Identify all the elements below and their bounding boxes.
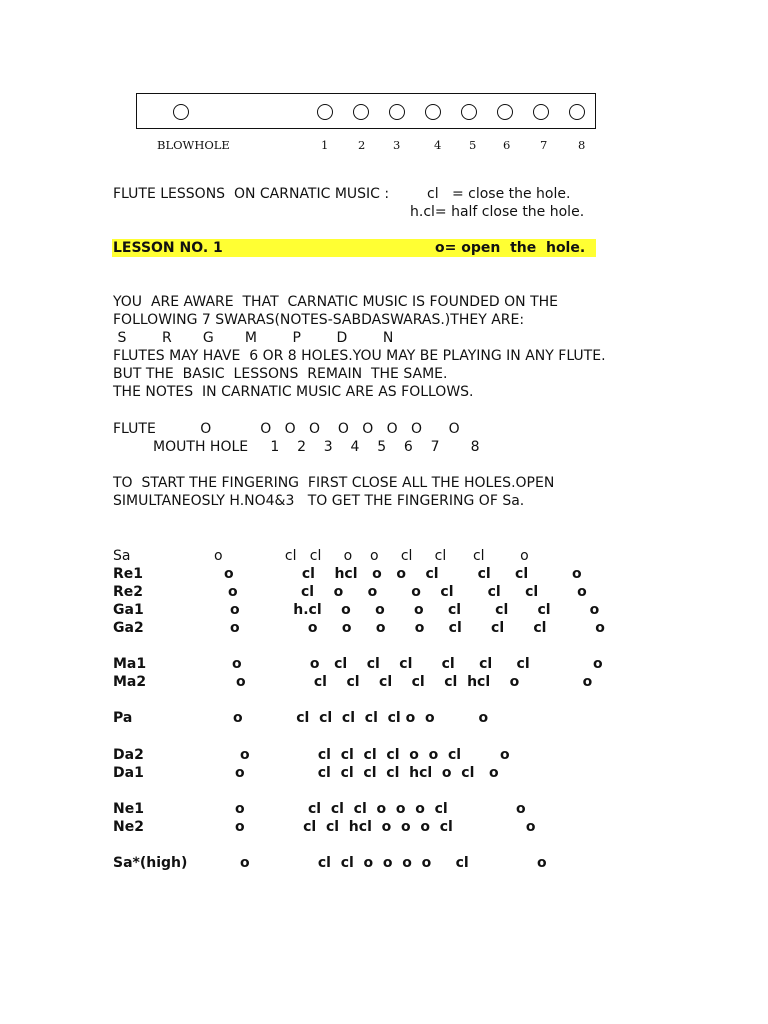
hole-circle-8 (569, 104, 585, 120)
hole-number: 5 (469, 138, 477, 152)
page-title: FLUTE LESSONS ON CARNATIC MUSIC : (113, 186, 390, 202)
note-name: Re2 (113, 584, 144, 600)
intro-line: THE NOTES IN CARNATIC MUSIC ARE AS FOLLOWS. (113, 384, 474, 400)
blowhole-label: BLOWHOLE (157, 138, 230, 152)
hole-number: 4 (434, 138, 442, 152)
note-name: Re1 (113, 566, 144, 582)
lesson-heading: LESSON NO. 1 (113, 240, 223, 256)
legend-cl: cl = close the hole. (427, 186, 571, 202)
hole-number: 6 (503, 138, 511, 152)
hole-circle-5 (461, 104, 477, 120)
note-fingering: o cl cl hcl o o o cl o (235, 819, 536, 835)
note-name: Sa (113, 548, 131, 564)
note-fingering: o cl cl cl cl cl o o o (233, 710, 489, 726)
note-fingering: o cl o o o cl cl cl o (228, 584, 587, 600)
note-fingering: o cl cl cl cl hcl o cl o (235, 765, 499, 781)
note-fingering: o h.cl o o o cl cl cl o (230, 602, 600, 618)
hole-circle-7 (533, 104, 549, 120)
note-fingering: o cl hcl o o cl cl cl o (224, 566, 582, 582)
blowhole-circle (173, 104, 189, 120)
hole-number: 2 (358, 138, 366, 152)
hole-number: 7 (540, 138, 548, 152)
note-name: Sa*(high) (113, 855, 188, 871)
note-fingering: o cl cl cl cl o o cl o (240, 747, 510, 763)
note-fingering: o o o o o cl cl cl o (230, 620, 605, 636)
note-fingering: o cl cl cl o o o cl o (235, 801, 526, 817)
note-name: Ma1 (113, 656, 147, 672)
flute-holes-row: FLUTE O O O O O O O O O (113, 421, 460, 437)
note-fingering: o cl cl cl cl cl hcl o o (236, 674, 593, 690)
instruction-line: SIMULTANEOSLY H.NO4&3 TO GET THE FINGERING OF Sa. (113, 493, 525, 509)
flute-diagram (136, 93, 596, 129)
instruction-line: TO START THE FINGERING FIRST CLOSE ALL THE HOLES.OPEN (113, 475, 555, 491)
hole-circle-1 (317, 104, 333, 120)
swaras-line: S R G M P D N (113, 330, 394, 346)
intro-line: FLUTES MAY HAVE 6 OR 8 HOLES.YOU MAY BE PLAYING IN ANY FLUTE. (113, 348, 606, 364)
note-name: Ne1 (113, 801, 144, 817)
note-name: Pa (113, 710, 133, 726)
note-fingering: o cl cl o o o o cl o (240, 855, 547, 871)
intro-line: FOLLOWING 7 SWARAS(NOTES-SABDASWARAS.)THEY ARE: (113, 312, 525, 328)
note-name: Da1 (113, 765, 144, 781)
intro-line: BUT THE BASIC LESSONS REMAIN THE SAME. (113, 366, 448, 382)
hole-circle-3 (389, 104, 405, 120)
hole-number: 8 (578, 138, 586, 152)
note-name: Ga2 (113, 620, 144, 636)
hole-circle-2 (353, 104, 369, 120)
note-fingering: o o cl cl cl cl cl cl o (232, 656, 603, 672)
hole-circle-6 (497, 104, 513, 120)
legend-hcl: h.cl= half close the hole. (410, 204, 585, 220)
intro-line: YOU ARE AWARE THAT CARNATIC MUSIC IS FOUNDED ON THE (113, 294, 559, 310)
note-fingering: o cl cl o o cl cl cl o (214, 548, 529, 564)
hole-circle-4 (425, 104, 441, 120)
hole-number: 1 (321, 138, 329, 152)
legend-open: o= open the hole. (435, 240, 586, 256)
note-name: Da2 (113, 747, 144, 763)
mouth-hole-row: MOUTH HOLE 1 2 3 4 5 6 7 8 (113, 439, 480, 455)
note-name: Ma2 (113, 674, 147, 690)
note-name: Ga1 (113, 602, 144, 618)
hole-number: 3 (393, 138, 401, 152)
note-name: Ne2 (113, 819, 144, 835)
